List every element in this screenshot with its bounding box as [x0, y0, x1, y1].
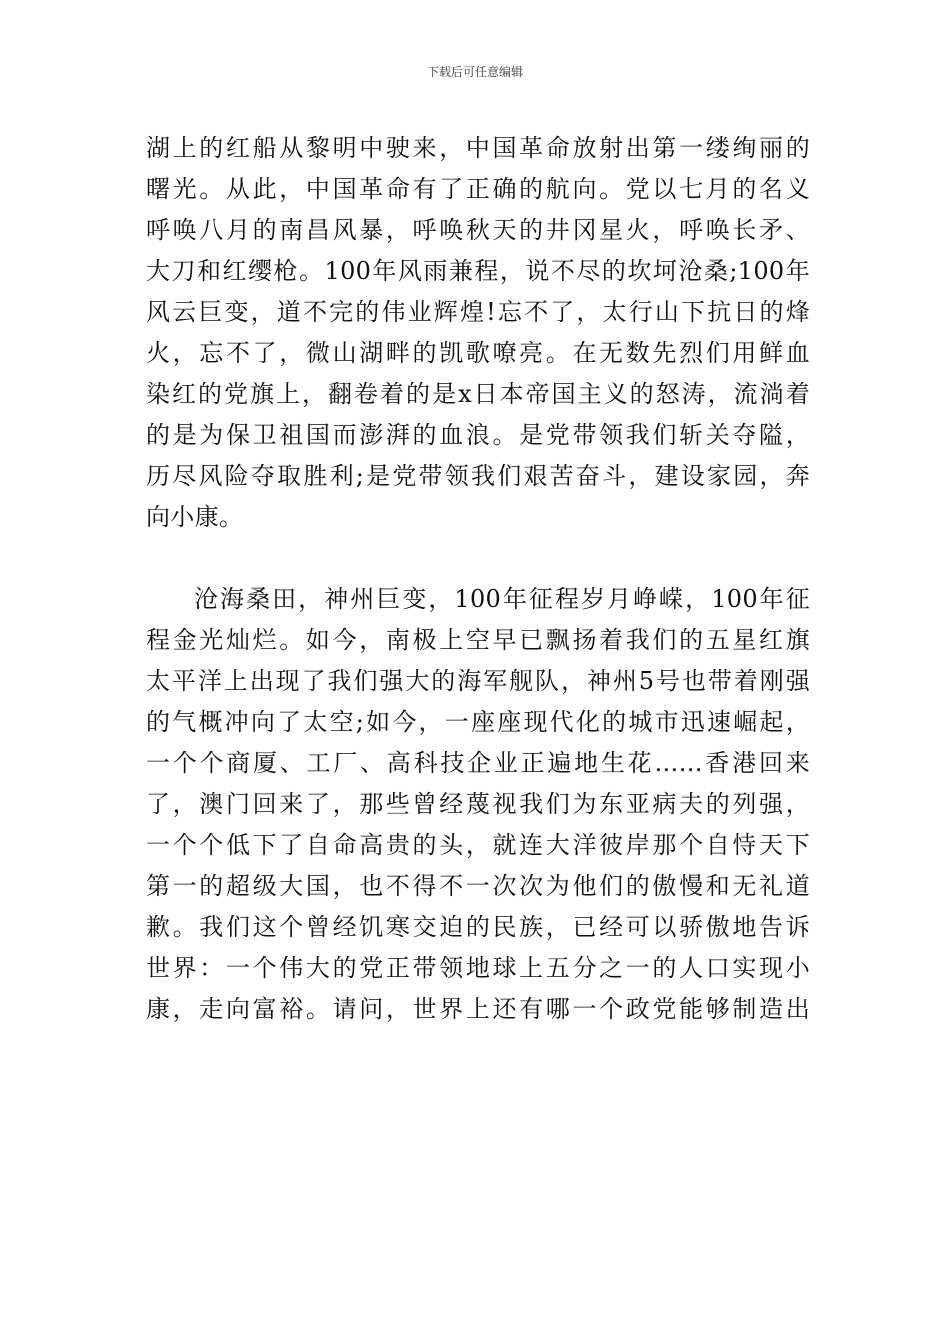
text-line: 的气概冲向了太空;如今，一座座现代化的城市迅速崛起，	[146, 708, 810, 736]
text-line: 世界：一个伟大的党正带领地球上五分之一的人口实现小	[146, 954, 810, 982]
page-header: 下载后可任意编辑	[426, 65, 523, 79]
document-body	[146, 128, 810, 1030]
text-line: 的是为保卫祖国而澎湃的血浪。是党带领我们斩关夺隘，	[146, 421, 810, 449]
text-line: 曙光。从此，中国革命有了正确的航向。党以七月的名义	[146, 175, 810, 203]
text-line: 呼唤八月的南昌风暴，呼唤秋天的井冈星火，呼唤长矛、	[146, 216, 810, 244]
text-line: 一个个低下了自命高贵的头，就连大洋彼岸那个自恃天下	[146, 831, 810, 859]
text-line: 历尽风险夺取胜利;是党带领我们艰苦奋斗，建设家园，奔	[146, 462, 810, 490]
text-line: 湖上的红船从黎明中驶来，中国革命放射出第一缕绚丽的	[146, 134, 810, 162]
text-line: 了，澳门回来了，那些曾经蔑视我们为东亚病夫的列强，	[146, 790, 810, 818]
paragraph-1	[146, 128, 810, 538]
text-line: 歉。我们这个曾经饥寒交迫的民族，已经可以骄傲地告诉	[146, 913, 810, 941]
text-line: 程金光灿烂。如今，南极上空早已飘扬着我们的五星红旗	[146, 626, 810, 654]
text-line: 染红的党旗上，翻卷着的是x日本帝国主义的怒涛，流淌着	[146, 380, 810, 408]
text-line: 一个个商厦、工厂、高科技企业正遍地生花……香港回来	[146, 749, 810, 777]
text-line: 向小康。	[146, 503, 244, 531]
text-line: 太平洋上出现了我们强大的海军舰队，神州5号也带着刚强	[146, 667, 810, 695]
paragraph-spacer	[146, 538, 810, 579]
text-line: 沧海桑田，神州巨变，100年征程岁月峥嵘，100年征	[194, 585, 810, 613]
paragraph-2	[146, 579, 810, 1030]
text-line: 康，走向富裕。请问，世界上还有哪一个政党能够制造出	[146, 995, 810, 1023]
text-line: 第一的超级大国，也不得不一次次为他们的傲慢和无礼道	[146, 872, 810, 900]
text-line: 火，忘不了，微山湖畔的凯歌嘹亮。在无数先烈们用鲜血	[146, 339, 810, 367]
text-line: 风云巨变，道不完的伟业辉煌!忘不了，太行山下抗日的烽	[146, 298, 810, 326]
text-line: 大刀和红缨枪。100年风雨兼程，说不尽的坎坷沧桑;100年	[146, 257, 810, 285]
